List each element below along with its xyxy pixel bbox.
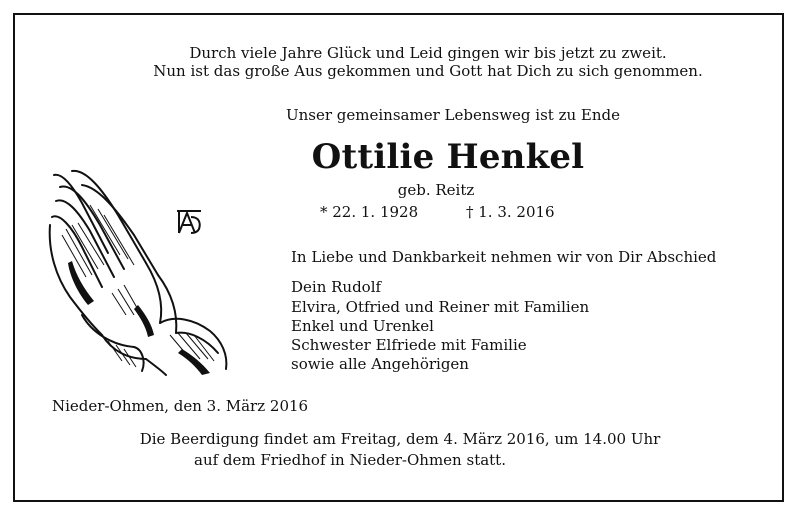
mourner-item: Schwester Elfriede mit Familie <box>291 336 527 354</box>
mourner-item: Enkel und Urenkel <box>291 317 434 335</box>
farewell-text: In Liebe und Dankbarkeit nehmen wir von Dir Abschied <box>291 248 717 266</box>
birth-date: * 22. 1. 1928 <box>320 203 419 221</box>
mourner-item: Elvira, Otfried und Reiner mit Familien <box>291 298 590 316</box>
mourner-item: sowie alle Angehörigen <box>291 355 469 373</box>
place-date: Nieder-Ohmen, den 3. März 2016 <box>52 397 309 415</box>
birth-name: geb. Reitz <box>397 181 475 199</box>
intro-text: Unser gemeinsamer Lebensweg ist zu Ende <box>285 106 620 124</box>
funeral-line-1: Die Beerdigung findet am Freitag, dem 4. März 2016, um 14.00 Uhr <box>139 430 661 448</box>
death-date: † 1. 3. 2016 <box>466 203 555 221</box>
verse-line-2: Nun ist das große Aus gekommen und Gott hat Dich zu sich genommen. <box>153 62 703 80</box>
verse-line-1: Durch viele Jahre Glück und Leid gingen wir bis jetzt zu zweit. <box>189 44 667 62</box>
mourner-item: Dein Rudolf <box>291 278 382 296</box>
deceased-name: Ottilie Henkel <box>311 137 585 177</box>
praying-hands-icon <box>42 165 232 377</box>
funeral-line-2: auf dem Friedhof in Nieder-Ohmen statt. <box>194 451 506 469</box>
monogram-icon <box>173 207 205 237</box>
